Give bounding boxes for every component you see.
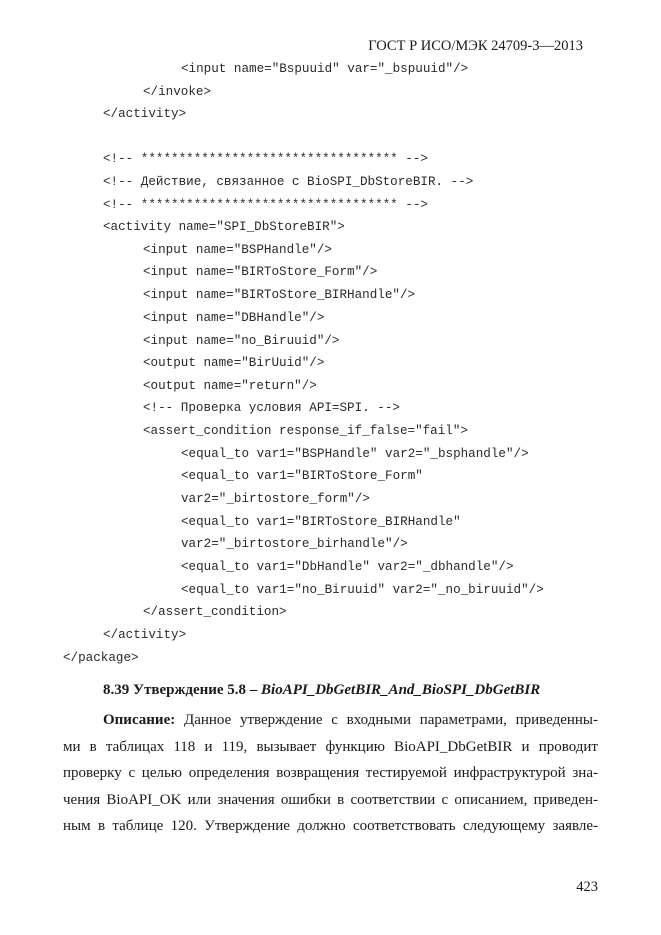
description-line: ным в таблице 120. Утверждение должно соответствовать следующему заявле-: [63, 818, 598, 834]
code-line: <activity name="SPI_DbStoreBIR">: [103, 220, 345, 234]
code-line: </assert_condition>: [143, 605, 287, 619]
section-heading-prefix: 8.39 Утверждение 5.8 –: [103, 682, 262, 698]
section-heading: [103, 682, 540, 699]
code-line: <input name="no_Biruuid"/>: [143, 334, 340, 348]
description-line: Описание: Данное утверждение с входными параметрами, приведенны-: [103, 712, 598, 728]
description-label: Описание:: [103, 712, 176, 728]
code-line: <input name="Bspuuid" var="_bspuuid"/>: [181, 62, 469, 76]
code-line: </activity>: [103, 628, 187, 642]
code-line: </package>: [63, 651, 139, 665]
code-line: <output name="return"/>: [143, 379, 317, 393]
code-line: <input name="BIRToStore_Form"/>: [143, 265, 378, 279]
description-line: проверку с целью определения возвращения тестируемой инфраструктурой зна-: [63, 765, 598, 781]
page-number: 423: [576, 879, 598, 895]
code-line: <input name="BSPHandle"/>: [143, 243, 332, 257]
description-line: ми в таблицах 118 и 119, вызывает функцию BioAPI_DbGetBIR и проводит: [63, 739, 598, 755]
code-line: <input name="BIRToStore_BIRHandle"/>: [143, 288, 416, 302]
section-heading-name: BioAPI_DbGetBIR_And_BioSPI_DbGetBIR: [261, 682, 541, 698]
code-line: <output name="BirUuid"/>: [143, 356, 325, 370]
code-line: <!-- Действие, связанное с BioSPI_DbStoreBIR. -->: [103, 175, 474, 189]
code-line: <input name="DBHandle"/>: [143, 311, 325, 325]
code-line: var2="_birtostore_birhandle"/>: [181, 537, 408, 551]
document-header: ГОСТ Р ИСО/МЭК 24709-3—2013: [368, 38, 583, 54]
code-line: </invoke>: [143, 85, 212, 99]
code-line: <!-- ********************************** -->: [103, 198, 428, 212]
code-line: <!-- ********************************** -->: [103, 152, 428, 166]
code-line: <assert_condition response_if_false="fail">: [143, 424, 468, 438]
code-line: <equal_to var1="DbHandle" var2="_dbhandle"/>: [181, 560, 514, 574]
code-line: <equal_to var1="BSPHandle" var2="_bsphandle"/>: [181, 447, 529, 461]
code-line: <equal_to var1="BIRToStore_Form": [181, 469, 423, 483]
code-line: <!-- Проверка условия API=SPI. -->: [143, 401, 400, 415]
code-line: var2="_birtostore_form"/>: [181, 492, 370, 506]
code-line: </activity>: [103, 107, 187, 121]
code-line: <equal_to var1="no_Biruuid" var2="_no_biruuid"/>: [181, 583, 544, 597]
code-line: <equal_to var1="BIRToStore_BIRHandle": [181, 515, 461, 529]
description-line: чения BioAPI_OK или значения ошибки в соответствии с описанием, приведен-: [63, 792, 598, 808]
